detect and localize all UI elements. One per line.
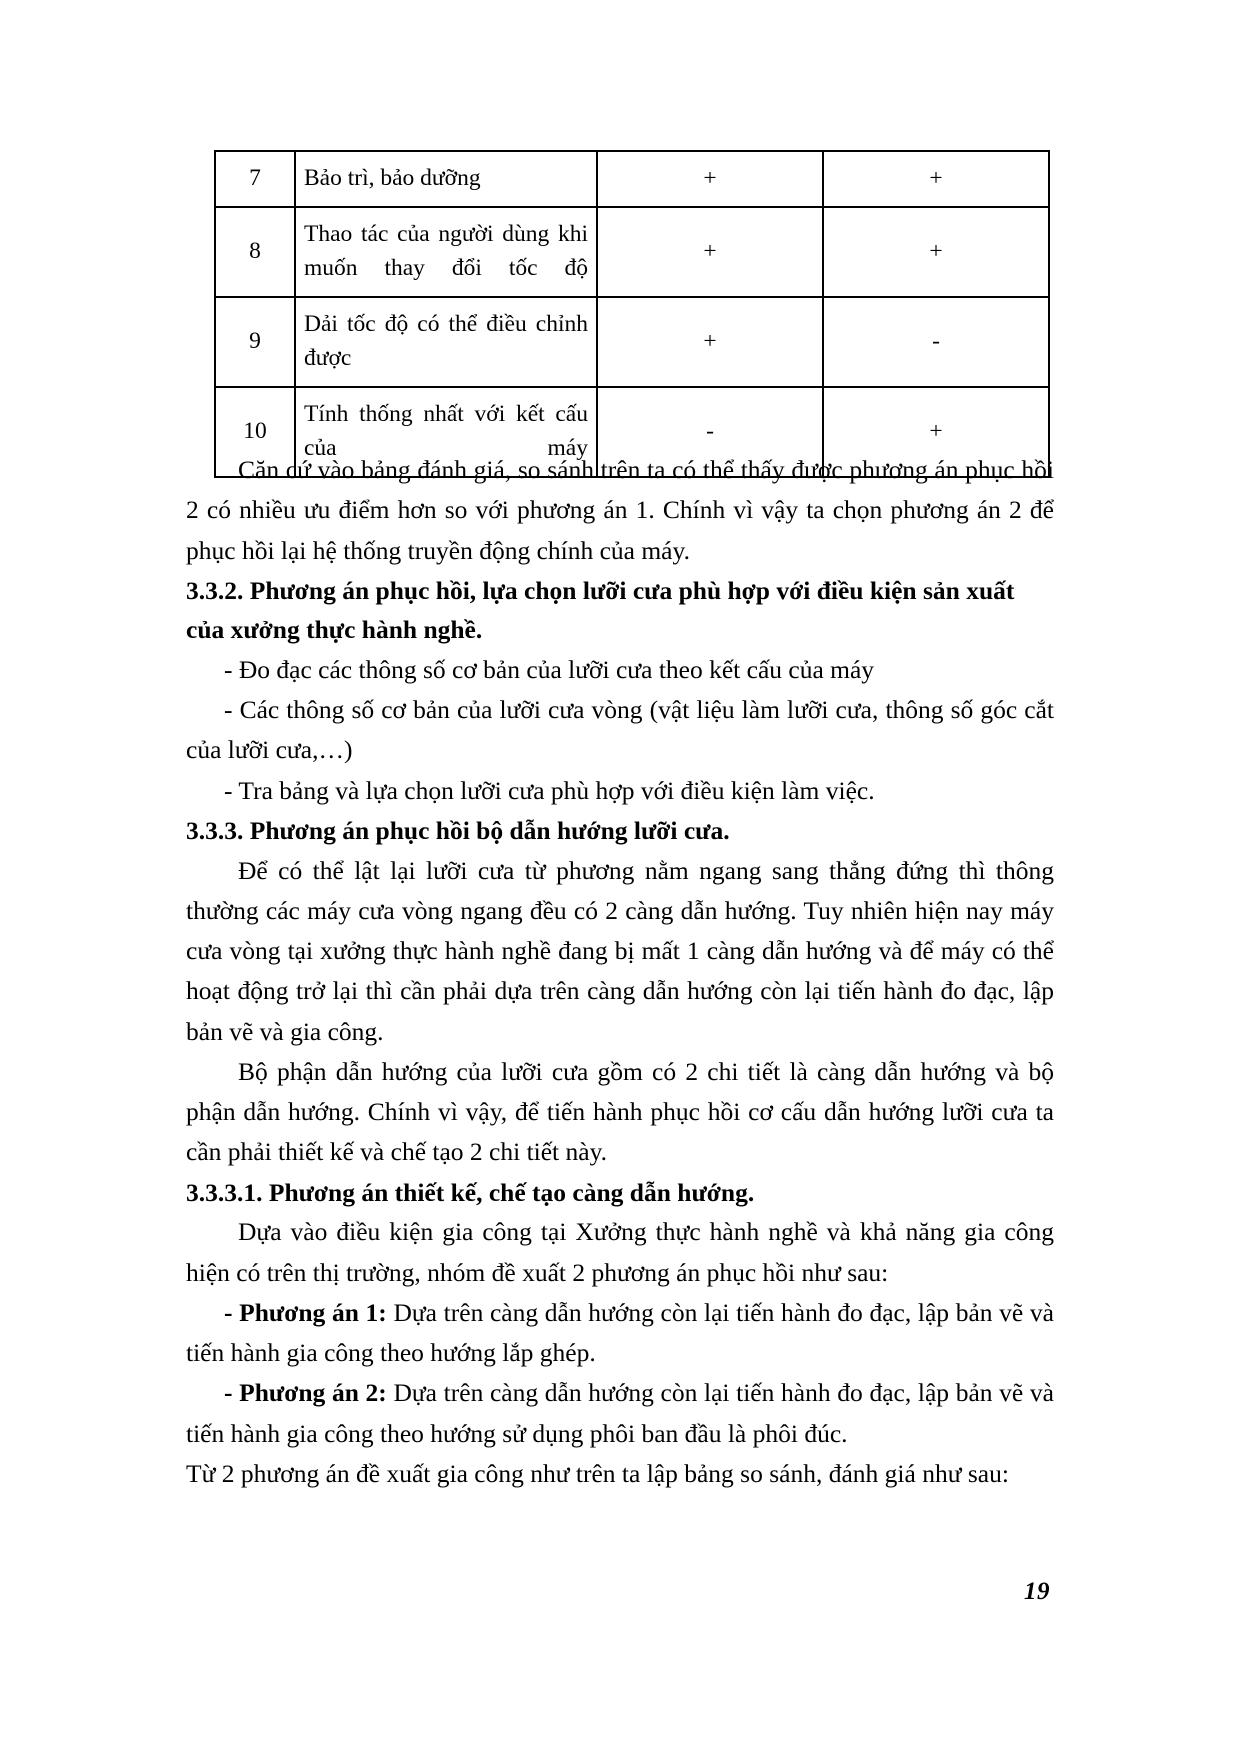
option-2-text: Dựa trên càng dẫn hướng còn lại tiến hành đo đạc, lập bản vẽ và tiến hành gia công theo hướng sử dụng phôi ban đầu là phôi đúc. — [186, 1378, 1054, 1448]
table-cell-option2: - — [823, 297, 1049, 387]
heading-3-3-3: 3.3.3. Phương án phục hồi bộ dẫn hướng lưỡi cưa. — [186, 816, 730, 845]
table-cell-option1: + — [597, 297, 823, 387]
bullet-measure-params: - Đo đạc các thông số cơ bản của lưỡi cưa theo kết cấu của máy — [224, 654, 875, 684]
document-body — [186, 450, 1054, 1494]
bullet-lookup-table: - Tra bảng và lựa chọn lưỡi cưa phù hợp với điều kiện làm việc. — [224, 775, 875, 805]
option-1-text: Dựa trên càng dẫn hướng còn lại tiến hành đo đạc, lập bản vẽ và tiến hành gia công theo hướng lắp ghép. — [186, 1297, 1054, 1368]
table-cell-option1: + — [597, 151, 823, 207]
table-cell-criterion: Bảo trì, bảo dưỡng — [295, 151, 597, 207]
table-cell-index: 7 — [215, 151, 295, 207]
table-cell-option2: + — [823, 387, 1049, 477]
paragraph-guide-intro: Để có thể lật lại lưỡi cưa từ phương nằm ngang sang thẳng đứng thì thông thường các máy cưa vòng ngang đều có 2 càng dẫn hướng. Tuy nhiên hiện nay máy cưa vòng tại xưởng thực hành nghề đang bị mất 1 càng dẫn hướng và để máy có thể hoạt động trở lại thì cần phải dựa trên càng dẫn hướng còn lại tiến hành đo đạc, lập bản vẽ và gia công. — [186, 855, 1054, 1046]
paragraph-closing: Từ 2 phương án đề xuất gia công như trên ta lập bảng so sánh, đánh giá như sau: — [186, 1458, 1009, 1488]
table-row — [215, 207, 1049, 297]
option-1-line — [186, 1293, 1054, 1374]
bullet-blade-params: - Các thông số cơ bản của lưỡi cưa vòng (vật liệu làm lưỡi cưa, thông số góc cắt của lưỡi cưa,…) — [186, 695, 1054, 765]
option-2-label: - Phương án 2: — [224, 1378, 387, 1408]
comparison-table — [214, 150, 1050, 478]
table-cell-option1: + — [597, 207, 823, 297]
table-cell-index: 10 — [215, 387, 295, 477]
table-cell-criterion: Thao tác của người dùng khi muốn thay đổi tốc độ — [295, 207, 597, 297]
table-row — [215, 151, 1049, 207]
paragraph-design-basis: Dựa vào điều kiện gia công tại Xưởng thực hành nghề và khả năng gia công hiện có trên thị trường, nhóm đề xuất 2 phương án phục hồi như sau: — [186, 1217, 1054, 1287]
table-cell-option2: + — [823, 207, 1049, 297]
comparison-table-container — [214, 150, 977, 478]
table-cell-criterion: Tính thống nhất với kết cấu của máy — [295, 387, 597, 477]
paragraph-guide-parts: Bộ phận dẫn hướng của lưỡi cưa gồm có 2 chi tiết là càng dẫn hướng và bộ phận dẫn hướng. Chính vì vậy, để tiến hành phục hồi cơ cấu dẫn hướng lưỡi cưa ta cần phải thiết kế và chế tạo 2 chi tiết này. — [186, 1056, 1054, 1167]
option-1-label: - Phương án 1: — [224, 1297, 387, 1327]
option-2-line — [186, 1373, 1054, 1454]
table-cell-index: 9 — [215, 297, 295, 387]
paragraph-intro: Căn cứ vào bảng đánh giá, so sánh trên ta có thể thấy được phương án phục hồi 2 có nhiều ưu điểm hơn so với phương án 1. Chính vì vậy ta chọn phương án 2 để phục hồi lại hệ thống truyền động chính của máy. — [186, 455, 1054, 565]
table-cell-index: 8 — [215, 207, 295, 297]
table-cell-option1: - — [597, 387, 823, 477]
page-number: 19 — [1024, 1578, 1050, 1605]
table-cell-criterion: Dải tốc độ có thể điều chỉnh được — [295, 297, 597, 387]
heading-3-3-2: 3.3.2. Phương án phục hồi, lựa chọn lưỡi cưa phù hợp với điều kiện sản xuất của xưởng thực hành nghề. — [186, 575, 1015, 645]
heading-3-3-3-1: 3.3.3.1. Phương án thiết kế, chế tạo càng dẫn hướng. — [186, 1177, 755, 1207]
table-cell-option2: + — [823, 151, 1049, 207]
table-row — [215, 297, 1049, 387]
